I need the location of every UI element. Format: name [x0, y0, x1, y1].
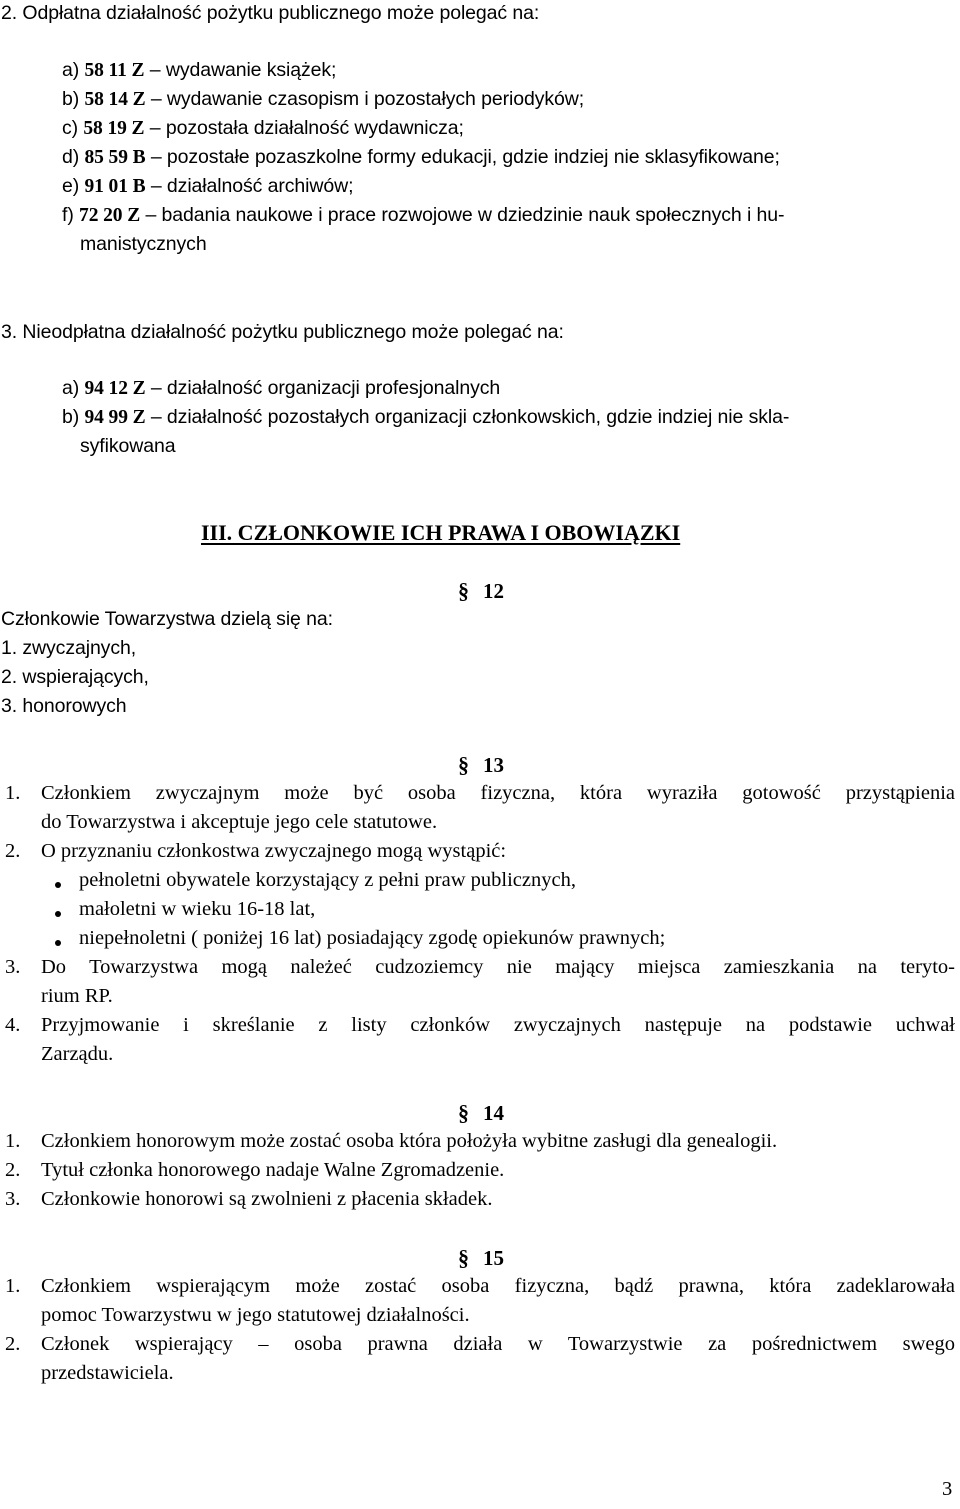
pkd-code: 94 12 Z: [84, 378, 146, 399]
item-number: 1.: [5, 1275, 21, 1297]
list-item: [62, 59, 336, 82]
list-item-continuation: manistycznych: [80, 233, 207, 255]
item-prefix: c): [62, 117, 79, 139]
item-text: Członek wspierający – osoba prawna działa w Towarzystwie za pośrednictwem swego: [41, 1333, 955, 1355]
item-text: – działalność organizacji profesjonalnych: [150, 377, 501, 399]
item-prefix: a): [62, 377, 80, 399]
section-3-heading: 3. Nieodpłatna działalność pożytku publicznego może polegać na:: [1, 321, 564, 343]
pkd-code: 58 14 Z: [84, 89, 146, 110]
item-prefix: b): [62, 406, 80, 428]
pkd-code: 58 19 Z: [83, 118, 145, 139]
list-item: [62, 175, 353, 198]
list-item-continuation: syfikowana: [80, 435, 176, 457]
paragraph-number: [458, 1100, 504, 1126]
item-text: O przyznaniu członkostwa zwyczajnego mogą wystąpić:: [41, 840, 507, 862]
section-sign: §: [458, 752, 469, 777]
bullet-item: małoletni w wieku 16-18 lat,: [79, 898, 316, 920]
pkd-code: 85 59 B: [84, 147, 146, 168]
item-text: – wydawanie książek;: [149, 59, 337, 81]
list-item: [62, 88, 584, 111]
paragraph-number: [458, 1245, 504, 1271]
section-2-heading: 2. Odpłatna działalność pożytku publicznego może polegać na:: [1, 2, 540, 24]
item-text: Członkiem honorowym może zostać osoba która położyła wybitne zasługi dla genealogii.: [41, 1130, 778, 1152]
item-text: Członkowie honorowi są zwolnieni z płacenia składek.: [41, 1188, 493, 1210]
page-number: 3: [942, 1478, 953, 1500]
bullet-icon: [55, 940, 61, 946]
list-item: 1. zwyczajnych,: [1, 637, 137, 659]
item-number: 1.: [5, 782, 21, 804]
bullet-item: niepełnoletni ( poniżej 16 lat) posiadający zgodę opiekunów prawnych;: [79, 927, 666, 949]
pkd-code: 94 99 Z: [84, 407, 146, 428]
chapter-title: III. CZŁONKOWIE ICH PRAWA I OBOWIĄZKI: [201, 520, 681, 545]
list-item: 2. wspierających,: [1, 666, 149, 688]
item-text: – pozostała działalność wydawnicza;: [149, 117, 464, 139]
list-item: [62, 146, 780, 169]
item-prefix: d): [62, 146, 80, 168]
bullet-icon: [55, 882, 61, 888]
bullet-item: pełnoletni obywatele korzystający z pełni praw publicznych,: [79, 869, 576, 891]
section-sign: §: [458, 1100, 469, 1125]
item-number: 2.: [5, 1333, 21, 1355]
item-prefix: e): [62, 175, 80, 197]
paragraph-intro: Członkowie Towarzystwa dzielą się na:: [1, 608, 333, 630]
item-text: Członkiem wspierającym może zostać osoba fizyczna, bądź prawna, która zadeklarowała: [41, 1275, 955, 1297]
item-number: 2.: [5, 1159, 21, 1181]
list-item: [62, 117, 464, 140]
paragraph-num: 15: [483, 1246, 504, 1270]
item-text: – wydawanie czasopism i pozostałych periodyków;: [150, 88, 585, 110]
list-item: 3. honorowych: [1, 695, 127, 717]
item-text: – badania naukowe i prace rozwojowe w dziedzinie nauk społecznych i hu-: [145, 204, 785, 226]
item-text-continuation: rium RP.: [41, 985, 113, 1007]
item-text: – działalność pozostałych organizacji członkowskich, gdzie indziej nie skla-: [150, 406, 790, 428]
list-item: [62, 406, 789, 429]
item-text: Tytuł członka honorowego nadaje Walne Zgromadzenie.: [41, 1159, 505, 1181]
paragraph-num: 14: [483, 1101, 504, 1125]
item-text-continuation: Zarządu.: [41, 1043, 114, 1065]
item-text: Przyjmowanie i skreślanie z listy członków zwyczajnych następuje na podstawie uchwał: [41, 1014, 955, 1036]
paragraph-num: 13: [483, 753, 504, 777]
item-text-continuation: pomoc Towarzystwu w jego statutowej działalności.: [41, 1304, 470, 1326]
paragraph-num: 12: [483, 579, 504, 603]
pkd-code: 91 01 B: [84, 176, 146, 197]
pkd-code: 58 11 Z: [84, 60, 145, 81]
item-number: 1.: [5, 1130, 21, 1152]
paragraph-number: [458, 578, 504, 604]
section-sign: §: [458, 1245, 469, 1270]
item-prefix: b): [62, 88, 80, 110]
item-number: 2.: [5, 840, 21, 862]
list-item: [62, 377, 500, 400]
item-prefix: a): [62, 59, 80, 81]
item-number: 3.: [5, 956, 21, 978]
item-text: – pozostałe pozaszkolne formy edukacji, gdzie indziej nie sklasyfikowane;: [150, 146, 780, 168]
section-sign: §: [458, 578, 469, 603]
pkd-code: 72 20 Z: [79, 205, 141, 226]
item-text: Do Towarzystwa mogą należeć cudzoziemcy nie mający miejsca zamieszkania na teryto-: [41, 956, 955, 978]
item-text: Członkiem zwyczajnym może być osoba fizyczna, która wyraziła gotowość przystąpienia: [41, 782, 955, 804]
item-text: – działalność archiwów;: [150, 175, 354, 197]
paragraph-number: [458, 752, 504, 778]
list-item: [62, 204, 784, 227]
item-text-continuation: do Towarzystwa i akceptuje jego cele statutowe.: [41, 811, 438, 833]
item-number: 4.: [5, 1014, 21, 1036]
item-number: 3.: [5, 1188, 21, 1210]
bullet-icon: [55, 911, 61, 917]
item-text-continuation: przedstawiciela.: [41, 1362, 174, 1384]
item-prefix: f): [62, 204, 74, 226]
